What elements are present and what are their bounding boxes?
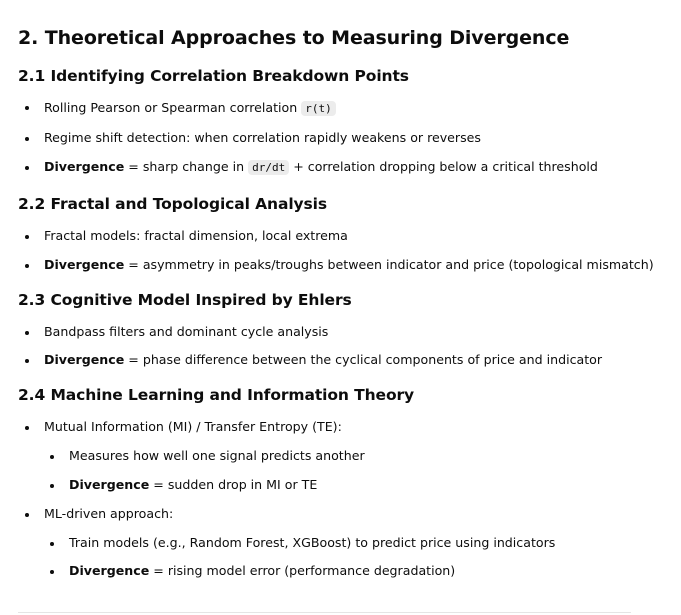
inline-code: dr/dt	[248, 160, 289, 175]
bullet-icon	[50, 570, 54, 574]
bullet-icon	[25, 106, 29, 110]
bullet-icon	[25, 137, 29, 141]
bullet-icon	[50, 542, 54, 546]
list-item: Fractal models: fractal dimension, local extrema	[44, 228, 348, 243]
section-heading: 2.3 Cognitive Model Inspired by Ehlers	[18, 291, 352, 309]
bullet-icon	[50, 484, 54, 488]
bullet-icon	[25, 235, 29, 239]
page-title: 2. Theoretical Approaches to Measuring Divergence	[18, 27, 570, 49]
list-item: Train models (e.g., Random Forest, XGBoost) to predict price using indicators	[69, 535, 556, 550]
list-item: Measures how well one signal predicts another	[69, 448, 365, 463]
inline-code: r(t)	[301, 101, 336, 116]
divider	[18, 612, 631, 613]
section-heading: 2.2 Fractal and Topological Analysis	[18, 195, 328, 213]
list-item: Divergence = sudden drop in MI or TE	[69, 477, 318, 492]
section-heading: 2.1 Identifying Correlation Breakdown Points	[18, 67, 409, 85]
bullet-icon	[25, 264, 29, 268]
list-item: Bandpass filters and dominant cycle analysis	[44, 324, 329, 339]
bullet-icon	[25, 426, 29, 430]
bullet-icon	[25, 331, 29, 335]
list-item: Divergence = phase difference between the cyclical components of price and indicator	[44, 352, 603, 367]
list-item: Regime shift detection: when correlation rapidly weakens or reverses	[44, 130, 481, 145]
bullet-icon	[25, 359, 29, 363]
list-item: Divergence = rising model error (performance degradation)	[69, 563, 456, 578]
list-item: Rolling Pearson or Spearman correlation r(t)	[44, 100, 336, 117]
section-heading: 2.4 Machine Learning and Information Theory	[18, 386, 415, 404]
list-item: ML-driven approach:	[44, 506, 174, 521]
bullet-icon	[25, 513, 29, 517]
list-item: Divergence = sharp change in dr/dt + correlation dropping below a critical threshold	[44, 159, 598, 174]
bullet-icon	[25, 166, 29, 170]
list-item: Divergence = asymmetry in peaks/troughs between indicator and price (topological mismatch)	[44, 257, 654, 272]
bullet-icon	[50, 455, 54, 459]
list-item: Mutual Information (MI) / Transfer Entropy (TE):	[44, 419, 342, 434]
